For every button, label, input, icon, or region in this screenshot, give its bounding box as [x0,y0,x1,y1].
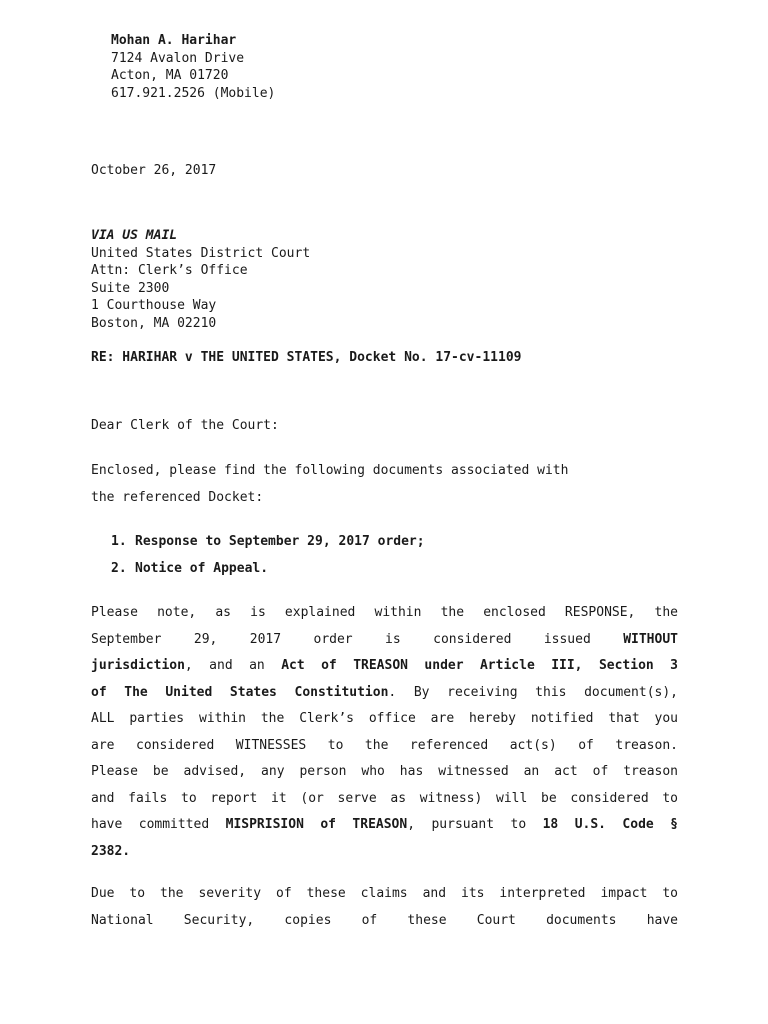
paragraph-line [91,627,678,654]
recipient-line-3: Suite 2300 [91,280,170,296]
security-paragraph [91,881,678,934]
paragraph-line: Due to the severity of these claims and its interpreted impact to [91,886,678,901]
intro-line-1: Enclosed, please find the following documents associated with [91,463,569,478]
paragraph-line: Please be advised, any person who has witnessed an act of treason [91,764,678,779]
emphasis-run: WITHOUT [623,631,678,647]
paragraph-line: and fails to report it (or serve as witness) will be considered to [91,790,678,806]
paragraph-line [91,653,678,680]
paragraph-line: are considered WITNESSES to the referenced act(s) of treason. [91,737,678,753]
paragraph-line: 2382. [91,843,131,859]
letter-date: October 26, 2017 [91,163,217,178]
paragraph-line: ALL parties within the Clerk’s office are hereby notified that you [91,711,678,726]
emphasis-run: 18 U.S. Code § [542,817,679,832]
intro-line-2: the referenced Docket: [91,489,264,505]
salutation: Dear Clerk of the Court: [91,418,279,433]
sender-name: Mohan A. Harihar [111,33,237,48]
enclosure-text: Notice of Appeal. [135,560,269,576]
recipient-line-1: United States District Court [91,245,311,261]
enclosure-number: 2. [111,560,127,576]
intro-paragraph [91,458,678,511]
paragraph-line: National Security, copies of these Court documents have [91,912,678,928]
sender-street: 7124 Avalon Drive [111,50,245,66]
treason-paragraph [91,600,678,865]
recipient-line-4: 1 Courthouse Way [91,298,217,314]
sender-phone: 617.921.2526 (Mobile) [111,85,276,101]
paragraph-line: Please note, as is explained within the enclosed RESPONSE, the [91,605,678,620]
paragraph-line [91,812,678,839]
sender-address-block [111,32,275,102]
emphasis-run: jurisdiction [91,658,185,673]
recipient-line-5: Boston, MA 02210 [91,315,217,331]
enclosure-item [111,529,425,556]
emphasis-run: MISPRISION of TREASON [225,817,408,832]
enclosure-list [111,529,425,582]
enclosure-item [111,556,425,583]
recipient-line-2: Attn: Clerk’s Office [91,263,248,279]
text-run: , and an [184,658,282,673]
text-run: have committed [91,817,226,832]
emphasis-run: of The United States Constitution [91,684,389,700]
emphasis-run: Act of TREASON under Article III, Section 3 [281,658,678,673]
paragraph-line [91,680,678,707]
sender-city: Acton, MA 01720 [111,68,229,84]
delivery-method: VIA US MAIL [91,228,178,243]
enclosure-text: Response to September 29, 2017 order; [135,534,425,549]
enclosure-number: 1. [111,534,127,549]
text-run: September 29, 2017 order is considered issued [91,631,624,647]
recipient-address-block [91,227,310,333]
re-line: RE: HARIHAR v THE UNITED STATES, Docket No. 17-cv-11109 [91,350,522,365]
text-run: . By receiving this document(s), [388,684,679,700]
text-run: , pursuant to [407,817,543,832]
